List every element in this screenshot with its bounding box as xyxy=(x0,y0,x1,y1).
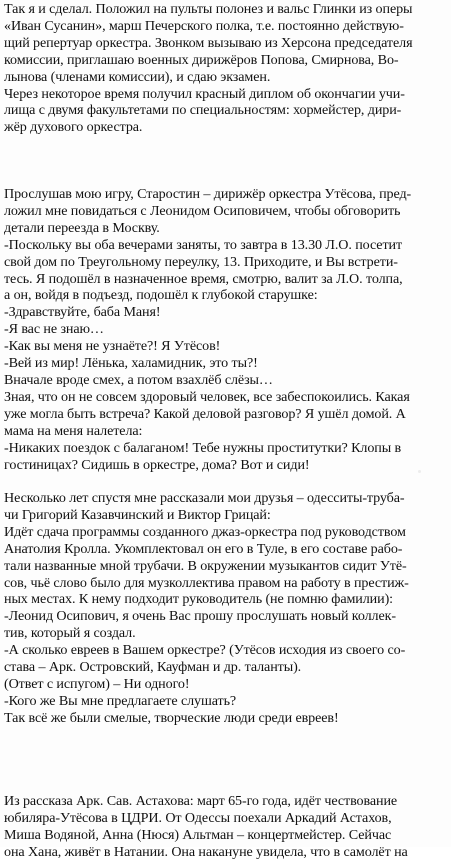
text-line: -Я вас не знаю… xyxy=(4,321,104,338)
text-line: сов, чьё слово было для музколлектива правом на работу в престиж- xyxy=(4,574,409,591)
text-line: -Вей из мир! Лёнька, халамидник, это ты?! xyxy=(4,355,258,372)
text-line: чи Григорий Казавчинский и Виктор Грицай: xyxy=(4,506,271,523)
text-line: мама на меня налетела: xyxy=(4,422,143,439)
text-line: ложил мне повидаться с Леонидом Осиповичем, чтобы обговорить xyxy=(4,202,401,219)
text-line: Так всё же были смелые, творческие люди среди евреев! xyxy=(4,709,339,726)
paragraph-astakhov-story xyxy=(4,793,449,861)
text-line: -Здравствуйте, баба Маня! xyxy=(4,304,161,321)
text-line: -Никаких поездок с балаганом! Тебе нужны проститутки? Клопы в xyxy=(4,439,402,456)
text-line: она Хана, живёт в Натании. Она накануне увидела, что в самолёт на xyxy=(4,843,408,860)
text-line: детали переезда в Москву. xyxy=(4,219,160,236)
text-line: -Как вы меня не узнаёте?! Я Утёсов! xyxy=(4,338,221,355)
text-line: Несколько лет спустя мне рассказали мои друзья – одесситы-труба- xyxy=(4,490,405,506)
text-line: Идёт сдача программы созданного джаз-оркестра под руководством xyxy=(4,523,406,540)
text-line: става – Арк. Островский, Кауфман и др. таланты). xyxy=(4,659,302,676)
paragraph-kroll-orchestra xyxy=(4,490,449,727)
text-line: Из рассказа Арк. Сав. Астахова: март 65-го года, идёт чествование xyxy=(4,793,398,809)
text-line: Вначале вроде смех, а потом взахлёб слёзы… xyxy=(4,371,273,388)
paragraph-utesov-visit xyxy=(4,186,449,473)
text-line: а он, войдя в подъезд, подошёл к глубокой старушке: xyxy=(4,287,318,304)
text-line: гостиницах? Сидишь в оркестре, дома? Вот и сиди! xyxy=(4,456,310,473)
text-line: Так я и сделал. Положил на пульты полонез и вальс Глинки из оперы xyxy=(4,1,413,17)
text-line: тали названные мной трубачи. В окружении музыкантов сидит Утё- xyxy=(4,557,407,574)
text-line: «Иван Сусанин», марш Печерского полка, т.е. постоянно действую- xyxy=(4,17,404,34)
text-line: Миша Водяной, Анна (Нюся) Альтман – концертмейстер. Сейчас xyxy=(4,826,392,843)
text-line: жёр духового оркестра. xyxy=(4,119,143,136)
text-line: тив, который я создал. xyxy=(4,625,136,642)
text-line: -Кого же Вы мне предлагаете слушать? xyxy=(4,692,237,709)
text-line: (Ответ с испугом) – Ни одного! xyxy=(4,675,190,692)
text-line: лища с двумя факультетами по специальностям: хормейстер, дири- xyxy=(4,102,402,119)
text-line: свой дом по Треугольному переулку, 13. Приходите, и Вы встрети- xyxy=(4,253,398,270)
text-line: лынова (членами комиссии), и сдаю экзамен. xyxy=(4,68,271,85)
text-line: тесь. Я подошёл в назначенное время, смотрю, валит за Л.О. толпа, xyxy=(4,270,403,287)
text-line: Прослушав мою игру, Старостин – дирижёр оркестра Утёсова, пред- xyxy=(4,186,412,202)
text-line: юбиляра-Утёсова в ЦДРИ. От Одессы поехали Аркадий Астахов, xyxy=(4,809,392,826)
text-line: комиссии, приглашаю военных дирижёров Попова, Смирнова, Во- xyxy=(4,51,399,68)
text-line: щий репертуар оркестра. Звонком вызываю из Херсона председателя xyxy=(4,34,413,51)
text-line: -Поскольку вы оба вечерами заняты, то завтра в 13.30 Л.О. посетит xyxy=(4,236,403,253)
text-line: -Леонид Осипович, я очень Вас прошу прослушать новый коллек- xyxy=(4,608,396,625)
text-line: ных местах. К нему подходит руководитель (не помню фамилии): xyxy=(4,591,393,608)
text-line: Через некоторое время получил красный диплом об окончагии учи- xyxy=(4,85,405,102)
text-line: уже могла быть встреча? Какой деловой разговор? Я ушёл домой. А xyxy=(4,405,406,422)
text-line: Анатолия Кролла. Укомплектовал он его в Туле, в его составе рабо- xyxy=(4,540,403,557)
paragraph-exam xyxy=(4,1,449,136)
text-line: -А сколько евреев в Вашем оркестре? (Утёсов исходия из своего со- xyxy=(4,642,406,659)
text-line: Зная, что он не совсем здоровый человек, все забеспокоились. Какая xyxy=(4,388,410,405)
